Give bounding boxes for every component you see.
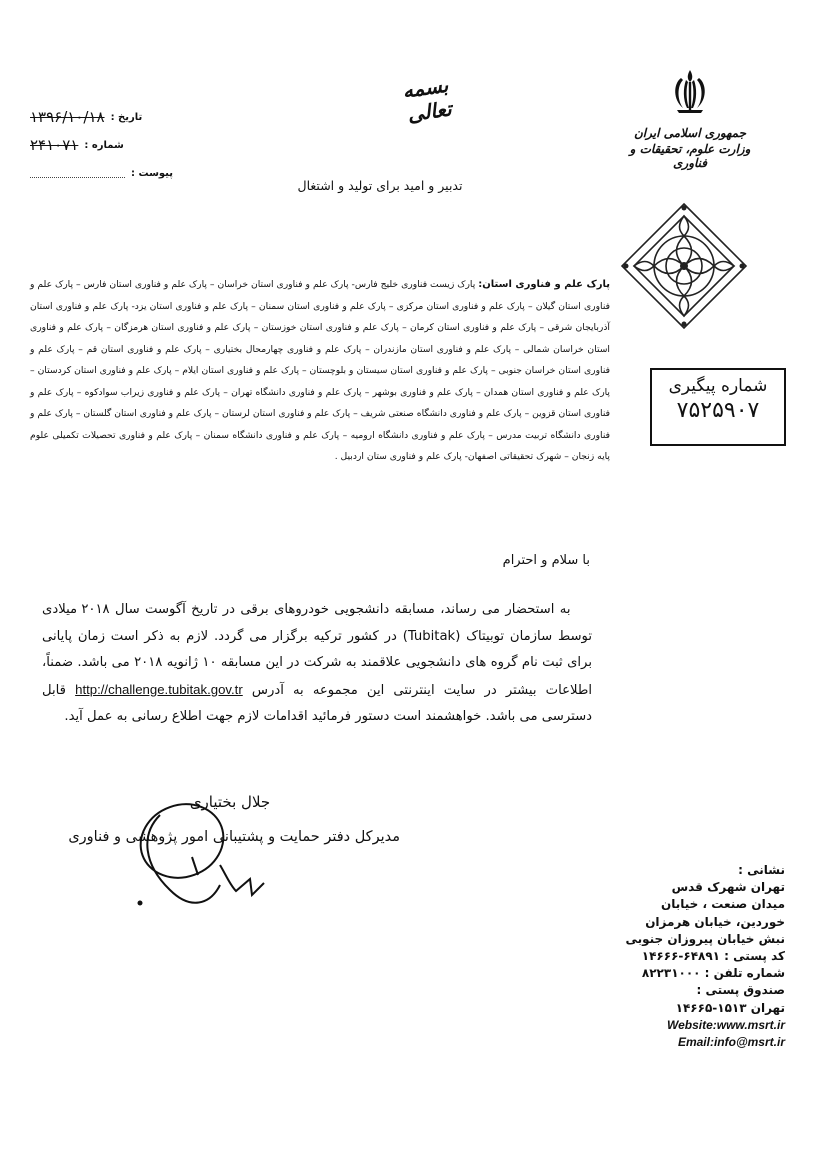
recipients-lead: پارک علم و فناوری استان: [478,279,611,290]
website-text: Website:www.msrt.ir [666,1017,785,1032]
motto: تدبیر و امید برای تولید و اشتغال [297,178,463,193]
date-label: تاریخ : [110,111,143,123]
number-row [30,136,124,154]
attachment-row [30,168,173,179]
body-text-after-url: قابل دسترسی می باشد. خواهشمند است دستور فرمائید اقدامات لازم جهت اطلاع رسانی به عمل آید. [42,682,592,724]
date-row [30,108,142,126]
ministry-name: وزارت علوم، تحقیقات و فناوری [629,142,751,170]
address-line: کد پستی : ۶۴۸۹۱-۱۴۶۶۶ [641,949,785,964]
address-line: تهران شهرک قدس [671,880,785,895]
tracking-number: ۷۵۲۵۹۰۷ [676,398,760,423]
address-block [625,862,785,1051]
date-value: ۱۳۹۶/۱۰/۱۸ [30,108,105,126]
body-paragraph [42,597,592,731]
greeting: با سلام و احترام [502,553,590,568]
address-line: شماره تلفن : ۸۲۲۳۱۰۰۰ [641,966,785,981]
signer-name: جلال بختیاری [189,793,271,811]
body-text-before-url: به استحضار می رساند، مسابقه دانشجویی خودروهای برقی در تاریخ آگوست سال ۲۰۱۸ میلادی توسط سازمان توبیتاک (Tubitak) در کشور ترکیه برگزار می گردد. لازم به ذکر است زمان پایانی برای ثبت نام گروه های دانشجویی علاقمند به شرکت در این مسابقه ۱۰ ژانویه ۲۰۱۸ می باشد. ضمناً، اطلاعات بیشتر در سایت اینترنتی این مجموعه به آدرس [42,602,593,698]
recipients-list [30,274,610,468]
address-line: میدان صنعت ، خیابان [661,897,785,912]
signature-icon [100,795,290,925]
address-line: نبش خیابان پیروزان جنوبی [625,931,785,946]
ornament-icon [618,200,750,332]
signer-title: مدیرکل دفتر حمایت و پشتیبانی امور پژوهشی و فناوری [68,829,400,845]
number-value: ۲۴۱۰۷۱ [30,136,79,154]
attachment-label: پیوست : [131,168,174,179]
address-line: تهران ۱۵۱۳-۱۴۶۶۵ [675,1000,785,1015]
website-link[interactable]: http://challenge.tubitak.gov.tr [75,681,243,697]
country-name: جمهوری اسلامی ایران [633,126,747,140]
bismillah: بسمه تعالی [401,72,453,127]
recipients-text: پارک زیست فناوری خلیج فارس- پارک علم و فناوری استان خراسان – پارک علم و فناوری استان فارس – پارک علم و فناوری استان گیلان – پارک علم و فناوری استان مرکزی – پارک علم و فناوری استان سمنان – پارک علم و فناوری استان یزد- پارک علم و فناوری استان آذربایجان شرقی – پارک علم و فناوری استان کرمان – پارک علم و فناوری استان خوزستان – پارک علم و فناوری استان هرمزگان – پارک علم و فناوری استان خراسان شمالی – پارک علم و فناوری استان مازندران – پارک علم و فناوری چهارمحال بختیاری – پارک علم و فناوری استان قم – پارک علم و فناوری استان خراسان جنوبی – پارک علم و فناوری استان سیستان و بلوچستان – پارک علم و فناوری استان ایلام – پارک علم و فناوری استان کردستان – پارک علم و فناوری استان همدان – پارک علم و فناوری بوشهر – پارک علم و فناوری دانشگاه تهران – پارک علم و فناوری زیراب سوادکوه – پارک علم و فناوری استان قزوین – پارک علم و فناوری دانشگاه صنعتی شریف – پارک علم و فناوری استان لرستان – پارک علم و فناوری استان گلستان – پارک علم و فناوری دانشگاه تربیت مدرس – پارک علم و فناوری دانشگاه ارومیه – پارک علم و فناوری دانشگاه سمنان – پارک علم و فناوری تحصیلات تکمیلی علوم پایه زنجان – شهرک تحقیقاتی اصفهان- پارک علم و فناوری ستان اردبیل . [30,279,610,462]
tracking-box [650,368,786,446]
email-text: Email:info@msrt.ir [677,1035,785,1050]
number-label: شماره : [84,139,124,151]
address-line: خوردین، خیابان هرمزان [645,914,785,929]
address-line: صندوق پستی : [696,983,785,998]
tracking-label: شماره پیگیری [668,376,768,396]
attachment-dots [30,169,125,178]
iran-emblem-icon [667,66,713,116]
emblem-block [615,66,765,170]
address-label: نشانی : [738,863,785,877]
